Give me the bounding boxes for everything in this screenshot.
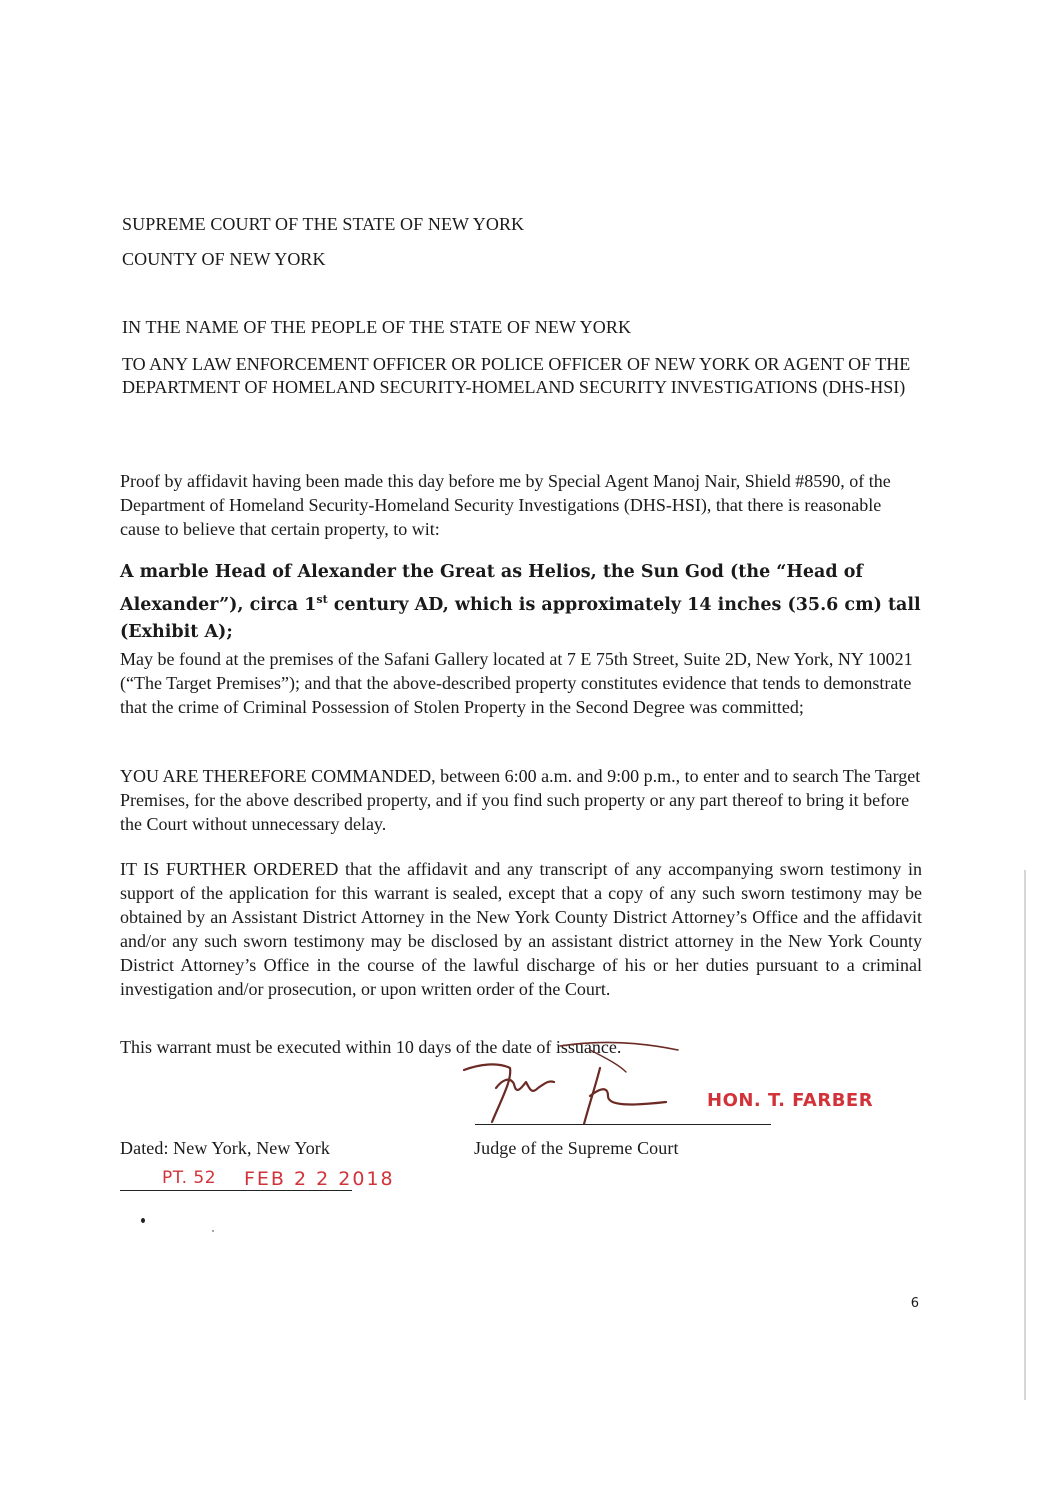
scan-edge-mark	[1024, 870, 1026, 1400]
property-ordinal: st	[316, 593, 328, 606]
addressee-block: TO ANY LAW ENFORCEMENT OFFICER OR POLICE OFFICER OF NEW YORK OR AGENT OF THE DEPARTMENT OF HOMELAND SECURITY-HOMELAND SECURITY INVESTIGATIONS (DHS-HSI)	[122, 354, 911, 397]
ink-speck	[141, 1218, 145, 1223]
commanded-paragraph: YOU ARE THEREFORE COMMANDED, between 6:00 a.m. and 9:00 p.m., to enter and to search The Target Premises, for the above described property, and if you find such property or any part thereof to bring it before the Court without unnecessary delay.	[120, 766, 921, 834]
date-stamp: FEB 2 2 2018	[244, 1168, 395, 1190]
court-name: SUPREME COURT OF THE STATE OF NEW YORK	[122, 214, 525, 234]
premises-paragraph: May be found at the premises of the Safani Gallery located at 7 E 75th Street, Suite 2D, New York, NY 10021 (“The Target Premises”); and that the above-described property constitutes evidence that tends to demonstrate that the crime of Criminal Possession of Stolen Property in the Second Degree was committed;	[120, 649, 913, 717]
ink-speck	[212, 1230, 214, 1232]
dated-label: Dated: New York, New York	[120, 1138, 331, 1158]
affidavit-paragraph: Proof by affidavit having been made this day before me by Special Agent Manoj Nair, Shield #8590, of the Department of Homeland Security-Homeland Security Investigations (DHS-HSI), that there is reasonable cause to believe that certain property, to wit:	[120, 471, 891, 539]
judge-name-stamp: HON. T. FARBER	[707, 1090, 874, 1111]
property-description	[120, 559, 922, 646]
county-name: COUNTY OF NEW YORK	[122, 249, 326, 269]
property-text-2: century AD, which is approximately 14 inches (35.6 cm) tall (Exhibit A);	[120, 594, 921, 642]
page-number: 6	[910, 1296, 919, 1311]
people-line: IN THE NAME OF THE PEOPLE OF THE STATE OF NEW YORK	[122, 317, 632, 337]
property-text-1: A marble Head of Alexander the Great as Helios, the Sun God (the “Head of Alexander”), circa 1	[120, 562, 863, 615]
judge-title: Judge of the Supreme Court	[474, 1138, 679, 1158]
date-line	[120, 1190, 352, 1191]
judge-signature	[440, 1040, 770, 1130]
part-stamp: PT. 52	[162, 1168, 217, 1188]
signature-line	[475, 1124, 771, 1125]
ordered-paragraph: IT IS FURTHER ORDERED that the affidavit and any transcript of any accompanying sworn testimony in support of the application for this warrant is sealed, except that a copy of any such sworn testimony may be obtained by an Assistant District Attorney in the New York County District Attorney’s Office and the affidavit and/or any such sworn testimony may be disclosed by an assistant district attorney in the New York County District Attorney’s Office in the course of the lawful discharge of his or her duties pursuant to a criminal investigation and/or prosecution, or upon written order of the Court.	[120, 859, 922, 999]
execution-deadline: This warrant must be executed within 10 days of the date of issuance.	[120, 1037, 622, 1057]
